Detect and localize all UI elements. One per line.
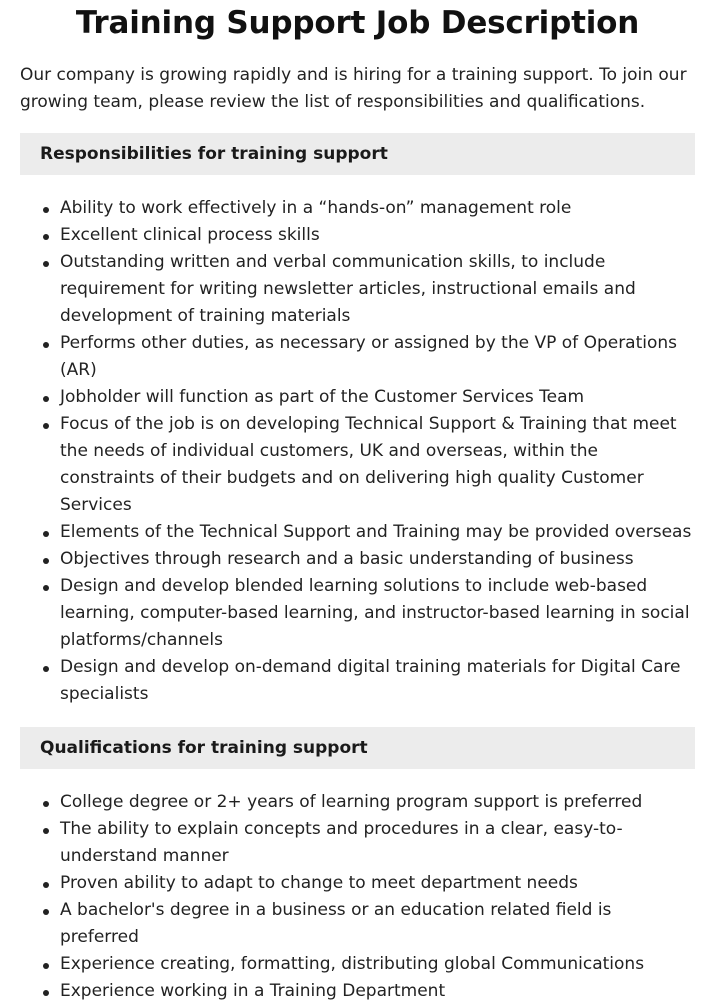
list-item: Design and develop on-demand digital training materials for Digital Care specialists [60,654,695,708]
list-item: Excellent clinical process skills [60,222,695,249]
list-item: College degree or 2+ years of learning program support is preferred [60,789,695,816]
list-item: Elements of the Technical Support and Training may be provided overseas [60,519,695,546]
page-title: Training Support Job Description [75,5,640,41]
qualifications-list [20,789,695,1005]
list-item: Focus of the job is on developing Technical Support & Training that meet the needs of individual customers, UK and overseas, within the constraints of their budgets and on delivering high quality Customer Services [60,411,695,519]
qualifications-heading: Qualifications for training support [20,727,695,769]
intro-paragraph: Our company is growing rapidly and is hiring for a training support. To join our growing team, please review the list of responsibilities and qualifications. [20,65,687,112]
list-item: Design and develop blended learning solutions to include web-based learning, computer-based learning, and instructor-based learning in social platforms/channels [60,573,695,654]
list-item: Proven ability to adapt to change to meet department needs [60,870,695,897]
list-item: Experience working in a Training Department [60,978,695,1005]
list-item: The ability to explain concepts and procedures in a clear, easy-to-understand manner [60,816,695,870]
list-item: Performs other duties, as necessary or assigned by the VP of Operations (AR) [60,330,695,384]
list-item: A bachelor's degree in a business or an education related field is preferred [60,897,695,951]
list-item: Ability to work effectively in a “hands-on” management role [60,195,695,222]
responsibilities-heading: Responsibilities for training support [20,133,695,175]
responsibilities-list [20,195,695,708]
list-item: Experience creating, formatting, distributing global Communications [60,951,695,978]
list-item: Outstanding written and verbal communication skills, to include requirement for writing newsletter articles, instructional emails and development of training materials [60,249,695,330]
list-item: Objectives through research and a basic understanding of business [60,546,695,573]
list-item: Jobholder will function as part of the Customer Services Team [60,384,695,411]
